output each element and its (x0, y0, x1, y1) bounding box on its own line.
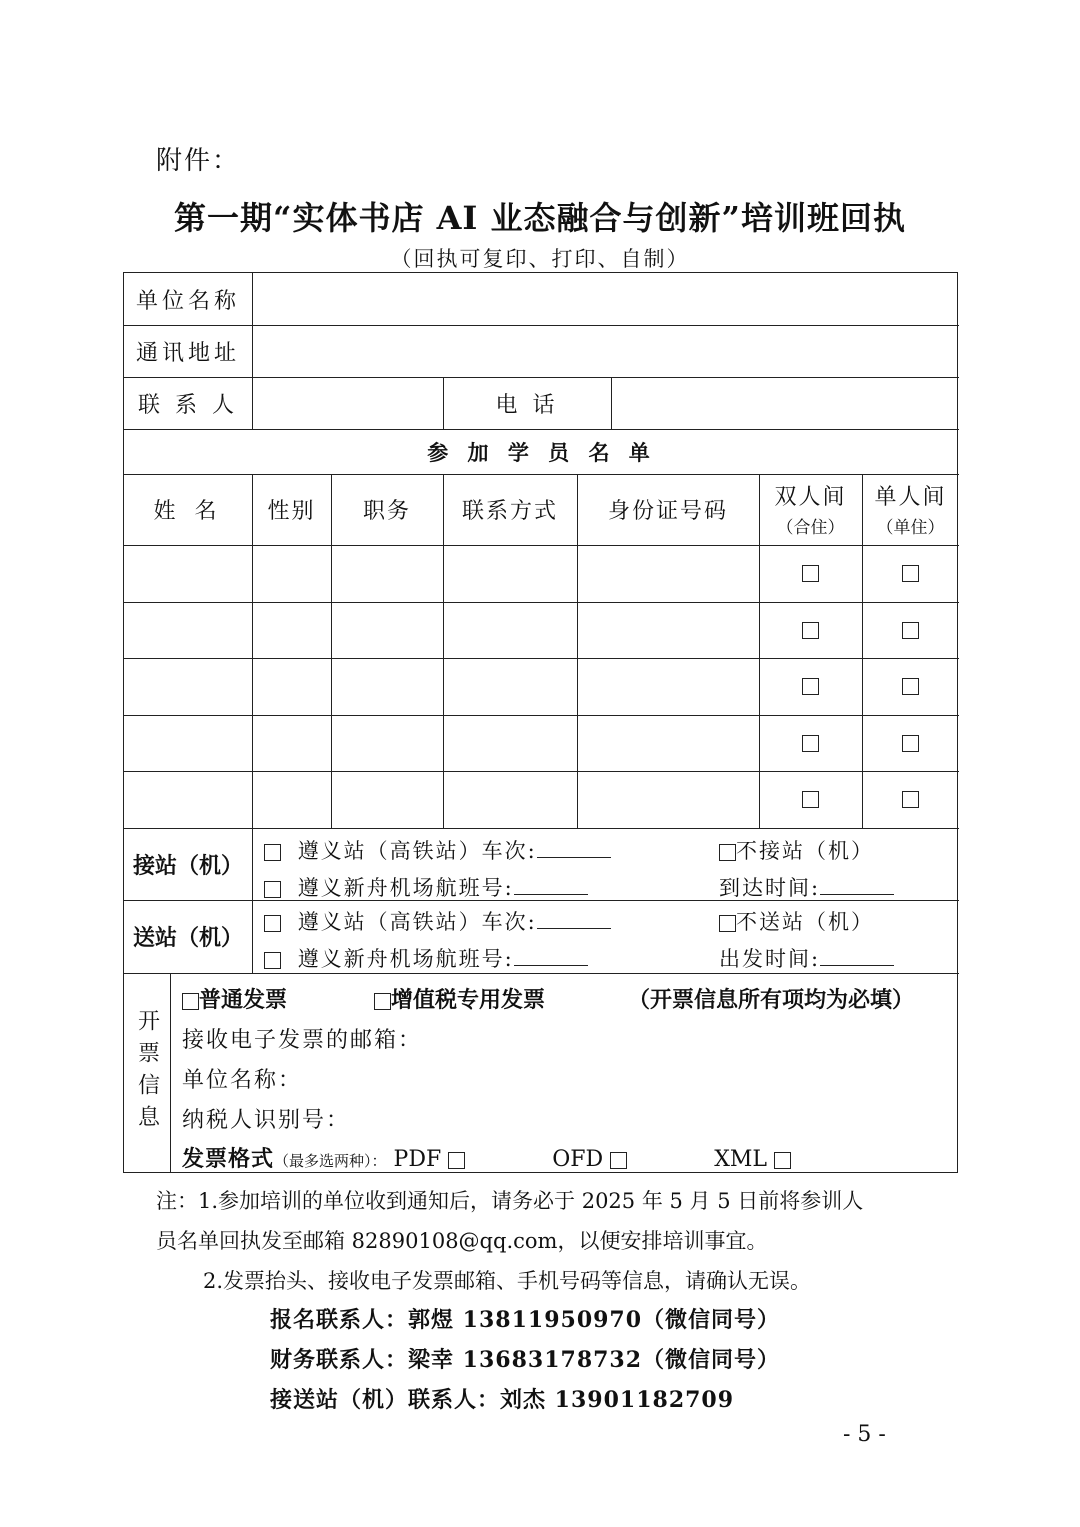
normal-invoice-checkbox[interactable] (182, 993, 199, 1010)
pickup-flight-checkbox[interactable] (264, 881, 281, 898)
double-room-checkbox[interactable] (759, 545, 862, 602)
vat-invoice-label: 增值税专用发票 (391, 987, 546, 1013)
dropoff-train-option[interactable] (264, 906, 611, 936)
double-room-checkbox[interactable] (759, 715, 862, 771)
roster-header: 参 加 学 员 名 单 (427, 439, 656, 465)
single-room-checkbox[interactable] (862, 771, 959, 828)
dropoff-train-label: 遵义站（高铁站）车次: (297, 910, 537, 934)
pickup-flight-blank[interactable] (514, 894, 588, 895)
page-subtitle: （回执可复印、打印、自制） (390, 247, 690, 271)
no-dropoff-checkbox[interactable] (719, 915, 736, 932)
contact-person-field[interactable] (253, 377, 443, 429)
pickup-train-blank[interactable] (537, 857, 611, 858)
vat-invoice-option[interactable] (374, 983, 545, 1014)
normal-invoice-label: 普通发票 (199, 987, 288, 1013)
col-contact-method-header: 联系方式 (461, 499, 558, 524)
col-name-header: 姓 名 (153, 499, 223, 524)
unit-name-field[interactable] (253, 273, 958, 325)
page-number: - 5 - (843, 1422, 886, 1447)
arrival-time-label: 到达时间: (719, 876, 821, 900)
col-position-header: 职务 (362, 499, 411, 524)
normal-invoice-option[interactable] (182, 983, 287, 1014)
double-room-checkbox[interactable] (759, 602, 862, 658)
attachment-label: 附件： (156, 146, 241, 176)
dropoff-flight-option[interactable] (264, 943, 588, 973)
format-ofd-label: OFD (552, 1147, 604, 1172)
registration-form-table (123, 272, 958, 1173)
arrival-time-field[interactable] (719, 872, 894, 902)
dropoff-train-blank[interactable] (537, 928, 611, 929)
single-room-checkbox[interactable] (862, 658, 959, 715)
invoice-format-label: 发票格式 (182, 1146, 275, 1172)
dropoff-flight-blank[interactable] (514, 965, 588, 966)
finance-contact: 财务联系人：梁幸 13683178732（微信同号） (270, 1347, 781, 1373)
phone-field[interactable] (612, 377, 958, 429)
note-line-3: 2.发票抬头、接收电子发票邮箱、手机号码等信息，请确认无误。 (203, 1269, 812, 1293)
no-pickup-checkbox[interactable] (719, 844, 736, 861)
double-room-label: 双人间 (774, 484, 847, 510)
col-double-room-header (759, 474, 862, 545)
dropoff-label: 送站（机） (132, 925, 243, 951)
format-pdf-option[interactable] (394, 1147, 466, 1172)
no-pickup-label: 不接站（机） (736, 839, 874, 863)
invoice-required-note: （开票信息所有项均为必填） (628, 987, 915, 1013)
double-room-note: （合住） (776, 517, 845, 538)
invoice-format-note: （最多选两种）： (274, 1152, 387, 1170)
col-gender-header: 性别 (267, 499, 316, 524)
single-room-checkbox[interactable] (862, 602, 959, 658)
contact-person-label: 联 系 人 (138, 392, 238, 418)
registration-contact: 报名联系人：郭煜 13811950970（微信同号） (270, 1307, 781, 1333)
transport-contact: 接送站（机）联系人：刘杰 13901182709 (270, 1387, 735, 1413)
col-single-room-header (862, 474, 959, 545)
departure-time-field[interactable] (719, 943, 894, 973)
pickup-train-checkbox[interactable] (264, 844, 281, 861)
format-xml-checkbox[interactable] (774, 1152, 791, 1169)
format-pdf-label: PDF (393, 1147, 442, 1172)
no-pickup-option[interactable] (719, 835, 874, 865)
pickup-flight-option[interactable] (264, 872, 588, 902)
format-xml-label: XML (714, 1147, 768, 1172)
double-room-checkbox[interactable] (759, 771, 862, 828)
phone-label: 电 话 (495, 392, 559, 418)
dropoff-flight-label: 遵义新舟机场航班号: (297, 947, 514, 971)
pickup-label: 接站（机） (132, 852, 243, 879)
format-ofd-checkbox[interactable] (610, 1152, 627, 1169)
single-room-checkbox[interactable] (862, 715, 959, 771)
pickup-train-option[interactable] (264, 835, 611, 865)
single-room-label: 单人间 (874, 484, 947, 510)
note-line-1: 注：1.参加培训的单位收到通知后，请务必于 2025 年 5 月 5 日前将参训人 (156, 1189, 864, 1213)
no-dropoff-option[interactable] (719, 906, 874, 936)
no-dropoff-label: 不送站（机） (736, 910, 874, 934)
page-title: 第一期“实体书店 AI 业态融合与创新”培训班回执 (174, 199, 906, 237)
arrival-time-blank[interactable] (820, 894, 894, 895)
invoice-unit-label[interactable]: 单位名称： (182, 1068, 303, 1093)
format-pdf-checkbox[interactable] (448, 1152, 465, 1169)
invoice-info-label: 开票信息 (134, 1009, 160, 1137)
departure-time-label: 出发时间: (719, 947, 821, 971)
dropoff-flight-checkbox[interactable] (264, 952, 281, 969)
address-label: 通讯地址 (135, 340, 240, 366)
format-xml-option[interactable] (714, 1147, 791, 1172)
unit-name-label: 单位名称 (135, 288, 240, 314)
invoice-format-row (182, 1142, 791, 1173)
departure-time-blank[interactable] (820, 965, 894, 966)
invoice-email-label[interactable]: 接收电子发票的邮箱： (182, 1028, 423, 1053)
vat-invoice-checkbox[interactable] (374, 993, 391, 1010)
double-room-checkbox[interactable] (759, 658, 862, 715)
single-room-note: （单住） (876, 517, 945, 538)
tax-id-label[interactable]: 纳税人识别号： (182, 1108, 351, 1133)
dropoff-train-checkbox[interactable] (264, 915, 281, 932)
address-field[interactable] (253, 325, 958, 377)
pickup-train-label: 遵义站（高铁站）车次: (297, 839, 537, 863)
col-id-number-header: 身份证号码 (607, 499, 728, 524)
single-room-checkbox[interactable] (862, 545, 959, 602)
format-ofd-option[interactable] (552, 1147, 627, 1172)
pickup-flight-label: 遵义新舟机场航班号: (297, 876, 514, 900)
note-line-2: 员名单回执发至邮箱 82890108@qq.com，以便安排培训事宜。 (156, 1229, 768, 1253)
